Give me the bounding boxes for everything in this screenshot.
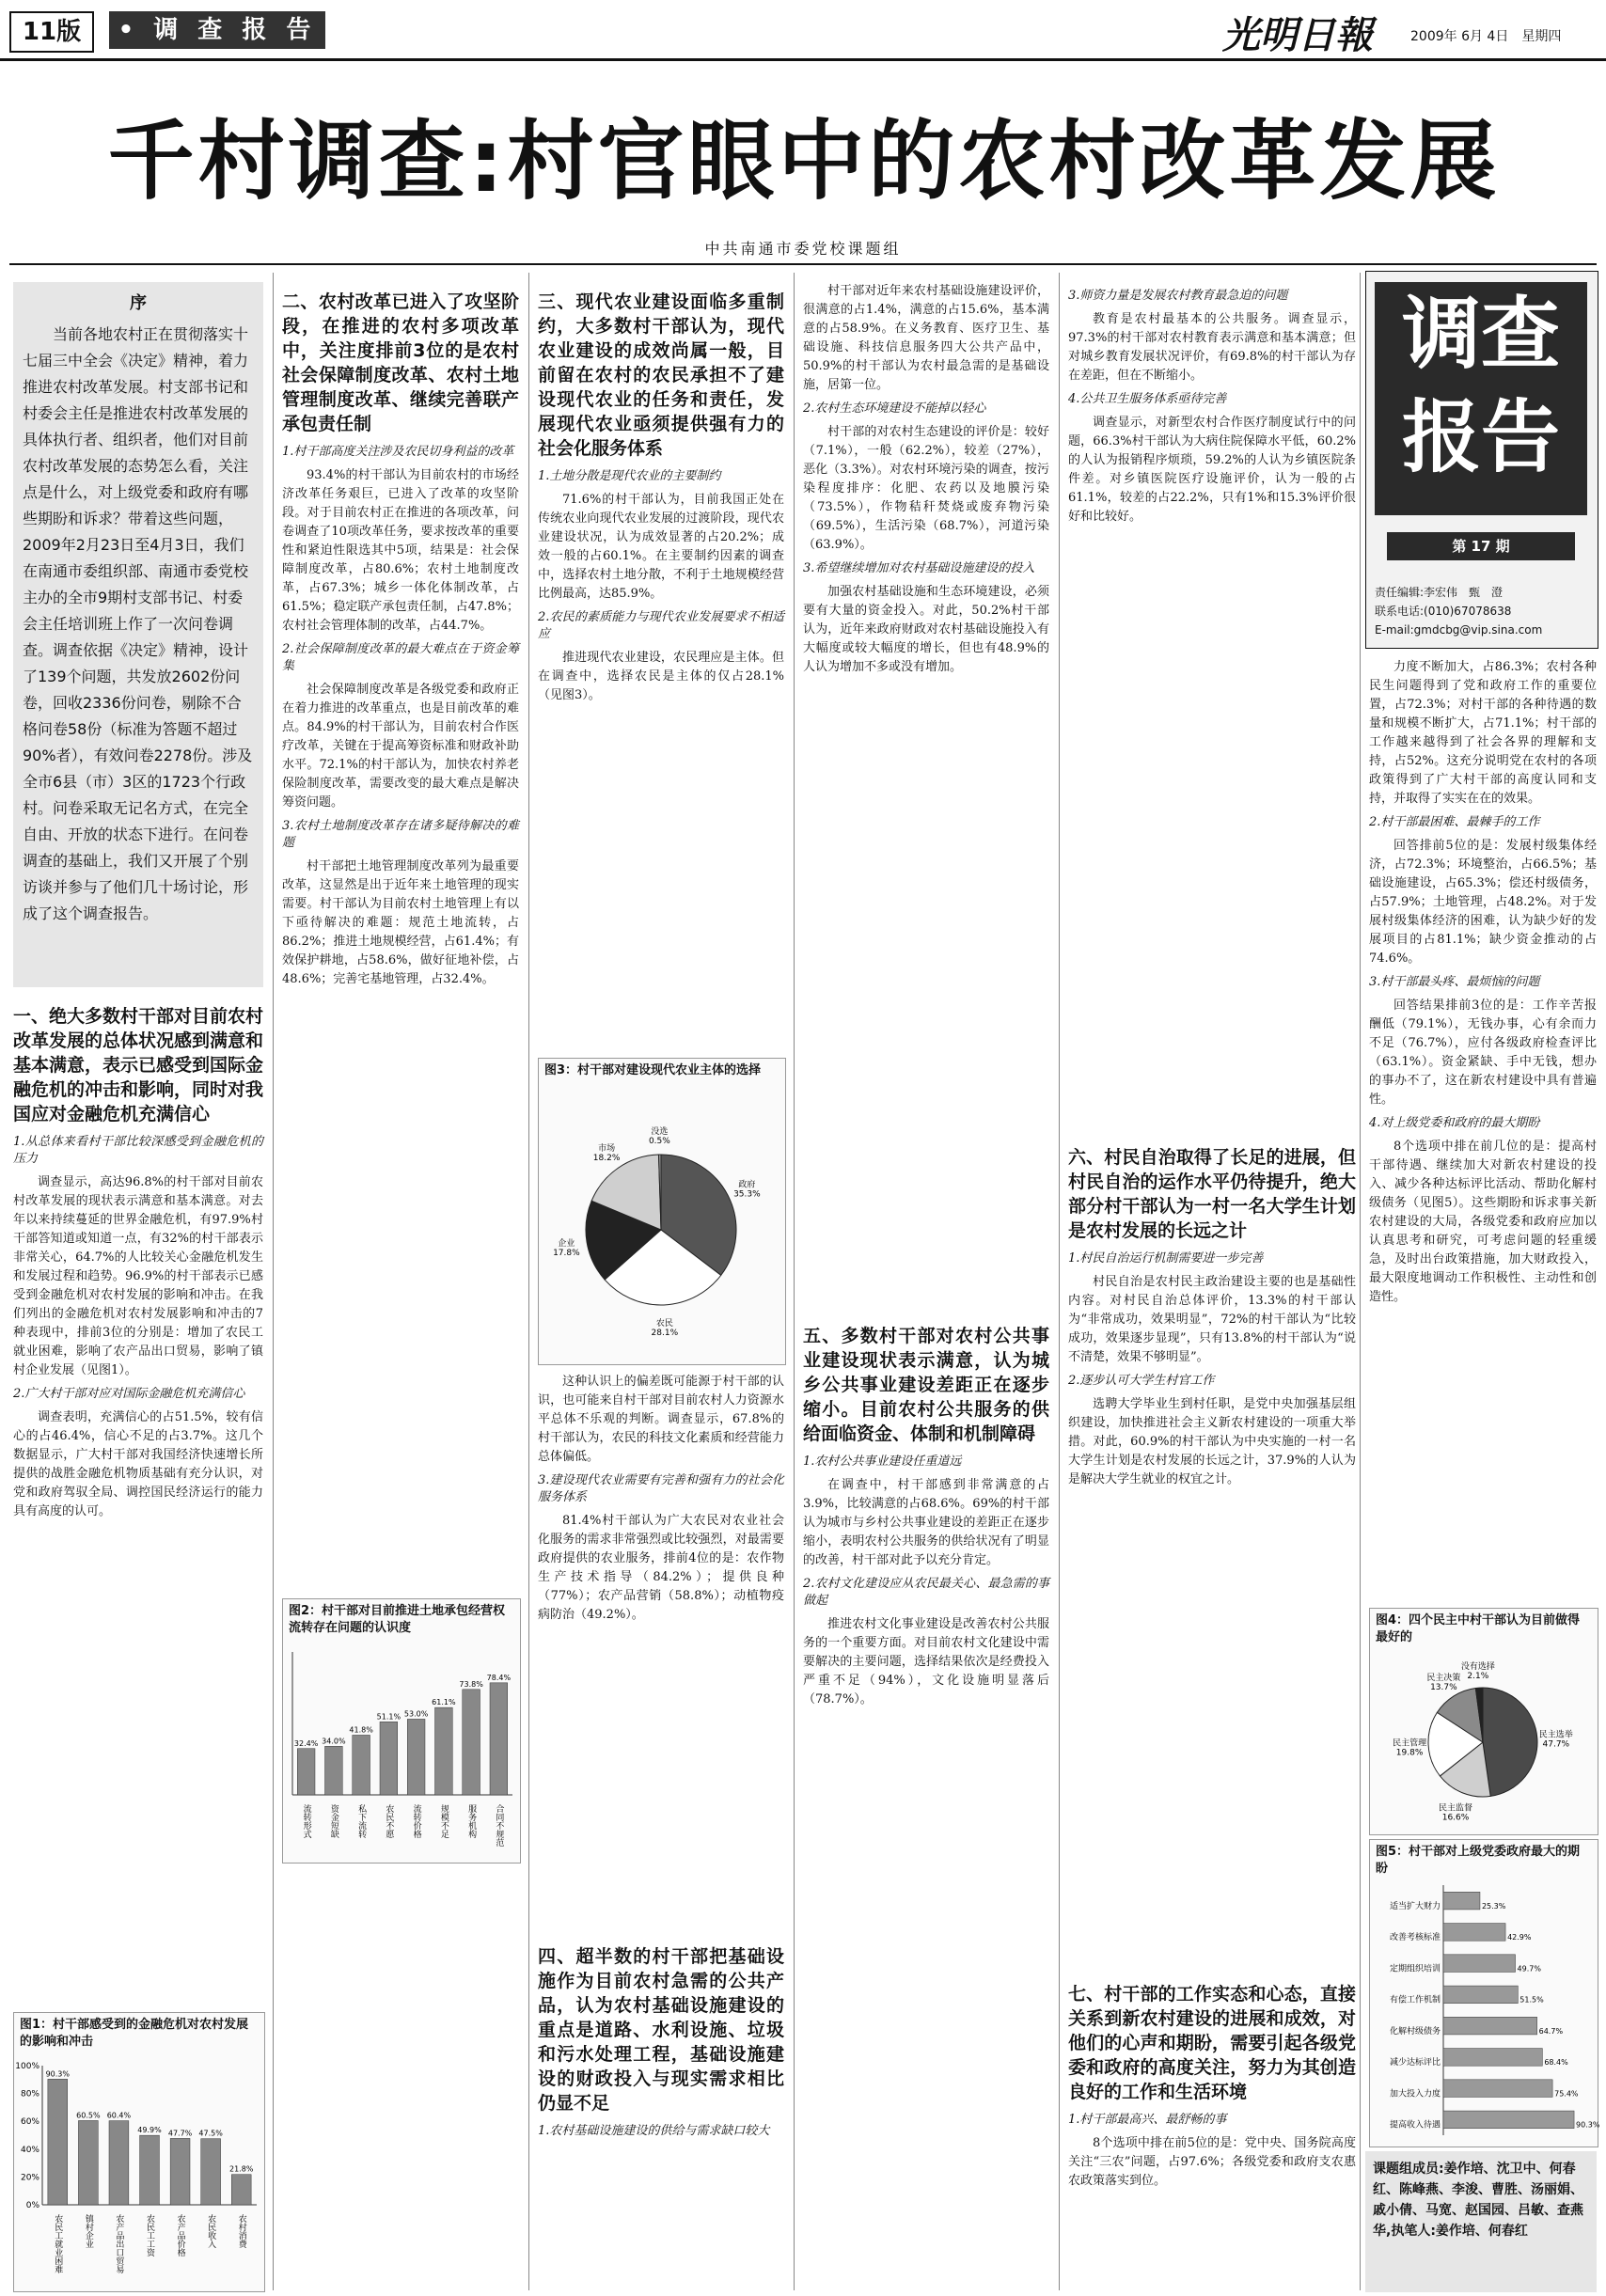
bar [435,1707,453,1795]
y-tick-label: 改善考核标准 [1389,1933,1441,1943]
section-7-sub4: 4.对上级党委和政府的最大期盼 [1369,1116,1540,1130]
report-title-logo: 调查报告 [1375,282,1587,515]
section-7-title: 七、村干部的工作实态和心态，直接关系到新农村建设的进展和成效，对他们的心声和期盼，需要引起各级党委和政府的高度关注，努力为其创造良好的工作和生活环境 [1068,1984,1356,2102]
bar-value-label: 64.7% [1538,2026,1564,2036]
preface-box [13,282,263,987]
section-7-sub3: 3.村干部最头疼、最烦恼的问题 [1369,975,1540,989]
paragraph: 调查表明，充满信心的占51.5%，较有信心的占46.4%，信心不足的占3.7%。这几个数据显示，广大村干部对我国经济快速增长所提供的战胜金融危机物质基础有充分认识，对党和政府驾驭全局、调控国民经济运行的能力具有高度的认可。 [13,1410,263,1518]
bar-value-label: 47.5% [198,2129,223,2138]
section-5-sub4: 4.公共卫生服务体系亟待完善 [1068,392,1227,406]
masthead-logo: 光明日報 [1222,13,1373,57]
pie-label: 民主选举 [1538,1730,1573,1740]
paragraph: 回答排前5位的是：发展村级集体经济，占72.3%；环境整治，占66.5%；基础设施建设，占65.3%；偿还村级债务，占57.9%；土地管理，占48.2%。对于发展村级集体经济的困难，认为缺少好的发展项目的占81.1%；缺少资金推动的占74.6%。 [1369,839,1597,966]
section-6-title: 六、村民自治取得了长足的进展，但村民自治的运作水平仍待提升，绝大部分村干部认为一村一名大学生计划是农村发展的长远之计 [1068,1147,1356,1241]
bar-value-label: 68.4% [1544,2058,1568,2068]
figure-4-chart [1370,1648,1596,1832]
pie-label: 农民 [655,1318,673,1329]
pie-value-label: 47.7% [1542,1739,1570,1750]
paragraph: 调查显示，高达96.8%的村干部对目前农村改革发展的现状表示满意和基本满意。对去年以来持续蔓延的世界金融危机，有97.9%村干部答知道或知道一点，有32%的村干部表示非常关心，64.7%的人比较关心金融危机发生和发展过程和趋势。96.9%的村干部表示已感受到金融危机对农村发展的影响和冲击。在我们列出的金融危机对农村发展影响和冲击的7种表现中，排前3位的分别是：增加了农民工就业困难，影响了农产品出口贸易，影响了镇村企业发展（见图1）。 [13,1175,263,1377]
bar-value-label: 41.8% [349,1725,373,1735]
bar [140,2135,160,2205]
section-2-sub1: 1.村干部高度关注涉及农民切身利益的改革 [282,445,514,459]
paragraph: 加强农村基础设施和生态环境建设，必须要有大量的资金投入。对此，50.2%村干部认为，近年来政府财政对农村基础设施投入有大幅度或较大幅度的增长，但也有48.9%的人认为增加不多或没有增加。 [803,585,1049,674]
bar-value-label: 61.1% [432,1698,456,1707]
figure-2 [282,1598,521,1864]
bar-value-label: 25.3% [1481,1901,1506,1911]
pie-label: 市场 [598,1144,616,1155]
figure-4 [1369,1608,1598,1835]
y-tick-label: 提高收入待遇 [1389,2120,1441,2131]
bar [170,2138,190,2205]
section-3-sub3: 3.建设现代农业需要有完善和强有力的社会化服务体系 [538,1473,784,1504]
pie-label: 民主监督 [1439,1803,1473,1814]
figure-5-caption: 图5：村干部对上级党委政府最大的期盼 [1376,1845,1581,1876]
figure-5 [1369,1839,1598,2147]
pie-value-label: 19.8% [1395,1748,1424,1758]
bar-value-label: 51.5% [1519,1995,1544,2005]
x-tick-label: 规模不足 [438,1804,449,1838]
column-rule [1059,273,1060,2290]
pie-label: 民主决策 [1426,1674,1461,1684]
section-5-sub3: 3.师资力量是发展农村教育最急迫的问题 [1068,289,1288,303]
column-rule [273,273,274,2290]
y-tick-label: 60% [20,2117,39,2128]
bar-value-label: 42.9% [1507,1933,1532,1942]
bar [109,2121,129,2205]
column-3-bottom [538,1937,784,2290]
pie-value-label: 17.8% [553,1248,580,1258]
figure-5-chart [1370,1879,1600,2145]
x-tick-label: 农民工工资 [145,2214,154,2257]
paragraph: 调查显示，对新型农村合作医疗制度试行中的问题，66.3%村干部认为大病住院保障水平低，60.2%的人认为报销程序烦琐，59.2%的人认为乡镇医院条件差。对乡镇医院医疗设施评价，认为一般的占61.1%，较差的占22.2%，只有1%和15.3%评价很好和比较好。 [1068,416,1356,524]
section-1-sub1: 1.从总体来看村干部比较深感受到金融危机的压力 [13,1135,263,1166]
bar-value-label: 34.0% [322,1737,346,1746]
bar-value-label: 32.4% [293,1738,319,1748]
x-tick-label: 农村消费 [236,2214,246,2248]
preface-text: 当前各地农村正在贯彻落实十七届三中全会《决定》精神，着力推进农村改革发展。村支部书记和村委会主任是推进农村改革发展的具体执行者、组织者，他们对目前农村改革发展的态势怎么看，关注点是什么，对上级党委和政府有哪些期盼和诉求？带着这些问题，2009年2月23日至4月3日，我们在南通市委组织部、南通市委党校主办的全市9期村支部书记、村委会主任培训班上作了一次问卷调查。调查依据《决定》精神，设计了139个问题，共发放2602份问卷，回收2336份问卷，剔除不合格问卷58份（标准为答题不超过90%者），有效问卷2278份。涉及全市6县（市）3区的1723个行政村。问卷采取无记名方式，在完全自由、开放的状态下进行。在问卷调查的基础上，我们又开展了个别访谈并参与了他们几十场讨论，形成了这个调查报告。 [23,325,253,922]
x-tick-label: 私下流转 [356,1804,367,1838]
paragraph: 村干部对近年来农村基础设施建设评价，很满意的占1.4%，满意的占15.6%，基本满意的占58.9%。在义务教育、医疗卫生、基础设施、科技信息服务四大公共产品中，50.9%的村干部认为农村最急需的是基础设施，居第一位。 [803,284,1049,392]
figure-3-caption: 图3：村干部对建设现代农业主体的选择 [544,1063,762,1077]
paragraph: 71.6%的村干部认为，目前我国正处在传统农业向现代农业发展的过渡阶段，现代农业建设状况，认为成效显著的占20.2%；成效一般的占60.1%。在主要制约因素的调查中，选择农村土地分散，不利于土地规模经营比例最高，达85.9%。 [538,493,784,601]
pie-label: 企业 [558,1238,575,1249]
page-number: 11版 [9,11,94,53]
pie-label: 没选 [651,1127,669,1138]
bar [1443,1892,1480,1910]
paragraph: 回答结果排前3位的是：工作辛苦报酬低（79.1%），无钱办事，心有余而力不足（76.7%），应付各级政府检查评比（63.1%）。资金紧缺、手中无钱，想办的事办不了，这在新农村建设中具有普遍性。 [1369,999,1597,1107]
issue-date: 2009年 6月 4日 星期四 [1410,29,1562,44]
paragraph: 村民自治是农村民主政治建设主要的也是基础性内容。对村民自治总体评价，13.3%的村干部认为“非常成功，效果明显”，72%的村干部认为“比较成功，效果逐步显现”，只有13.8%的村干部认为“说不清楚，效果不够明显”。 [1068,1275,1356,1364]
column-4 [803,282,1049,1297]
y-tick-label: 定期组织培训 [1389,1964,1441,1974]
section-4-sub1: 1.农村基础设施建设的供给与需求缺口较大 [538,2124,770,2138]
column-1 [13,997,263,2007]
section-6-sub2: 2.逐步认可大学生村官工作 [1068,1374,1215,1388]
column-3-lower [538,1373,784,1918]
bar-value-label: 47.7% [167,2129,193,2138]
bar [490,1683,508,1795]
bar-value-label: 78.4% [486,1673,512,1682]
paragraph: 推进农村文化事业建设是改善农村公共服务的一个重要方面。对目前农村文化建设中需要解决的主要问题，选择结果依次是经费投入严重不足（94%），文化设施明显落后（78.7%）。 [803,1617,1049,1706]
pie-value-label: 18.2% [592,1154,621,1164]
bar [201,2139,221,2205]
section-5-sub1: 1.农村公共事业建设任重道远 [803,1455,962,1469]
figure-3-chart [539,1098,783,1361]
pie-value-label: 13.7% [1430,1683,1457,1693]
paragraph: 推进现代农业建设，农民理应是主体。但在调查中，选择农民是主体的仅占28.1%（见图3）。 [538,651,784,702]
pie-value-label: 0.5% [648,1137,670,1147]
section-4-sub3: 3.希望继续增加对农村基础设施建设的投入 [803,561,1035,575]
divider [9,263,1597,265]
x-tick-label: 农民收入 [206,2214,216,2248]
y-tick-label: 化解村级债务 [1389,2026,1441,2037]
bar [231,2175,251,2205]
figure-2-chart [283,1639,518,1861]
bar [1443,1924,1505,1942]
bar-value-label: 21.8% [229,2164,254,2174]
column-5 [1068,282,1356,1128]
section-5-sub2: 2.农村文化建设应从农民最关心、最急需的事做起 [803,1577,1049,1608]
column-3 [538,282,784,1053]
editor-info [1375,583,1591,639]
bar [1443,2080,1552,2098]
figure-4-caption: 图4：四个民主中村干部认为目前做得最好的 [1376,1613,1581,1644]
bar-value-label: 49.7% [1517,1964,1541,1974]
bar-value-label: 60.4% [106,2111,132,2120]
y-tick-label: 有偿工作机制 [1389,1995,1441,2005]
section-2-sub2: 2.社会保障制度改革的最大难点在于资金筹集 [282,642,519,673]
paragraph: 村干部把土地管理制度改革列为最重要改革，这显然是出于近年来土地管理的现实需要。村干部认为目前农村土地管理上有以下亟待解决的难题：规范土地流转，占86.2%；推进土地规模经营，占61.4%；有效保护耕地，占58.6%，做好征地补偿，占48.6%；完善宅基地管理，占32.4%。 [282,859,519,986]
y-tick-label: 减少达标评比 [1389,2058,1441,2068]
paragraph: 村干部的对农村生态建设的评价是：较好（7.1%），一般（62.2%），较差（27%），恶化（3.3%）。对农村环境污染的调查，按污染程度排序：化肥、农药以及地膜污染（73.5%），作物秸秆焚烧或废弃物污染（69.5%），生活污染（68.7%），河道污染（63.9%）。 [803,425,1049,552]
section-2-title: 二、农村改革已进入了攻坚阶段，在推进的农村多项改革中，关注度排前3位的是农村社会保障制度改革、农村土地管理制度改革、继续完善联产承包责任制 [282,291,519,434]
bar-value-label: 90.3% [1576,2120,1600,2130]
article-byline: 中共南通市委党校课题组 [704,240,902,258]
figure-3 [538,1058,786,1365]
bar [1443,2017,1537,2035]
y-tick-label: 80% [20,2089,39,2099]
y-tick-label: 40% [20,2145,39,2155]
bar-value-label: 53.0% [403,1709,429,1719]
bar [463,1690,480,1795]
paragraph: 81.4%村干部认为广大农民对农业社会化服务的需求非常强烈或比较强烈，对最需要政府提供的农业服务，排前4位的是：农作物生产技术指导（84.2%）；提供良种（77%）；农产品营销（58.8%）；动植物疫病防治（49.2%）。 [538,1514,784,1622]
bar [1443,1955,1516,1973]
column-5-mid [1068,1138,1356,1965]
editor-email: E-mail:gmdcbg@vip.sina.com [1375,623,1543,637]
bar-value-label: 49.9% [137,2126,162,2135]
paragraph: 8个选项中排在前5位的是：党中央、国务院高度关注“三农”问题，占97.6%；各级党委和政府支农惠农政策落实到位。 [1068,2136,1356,2188]
figure-2-caption: 图2：村干部对目前推进土地承包经营权流转存在问题的认识度 [289,1604,506,1635]
x-tick-label: 农民不愿 [384,1804,394,1838]
paragraph: 教育是农村最基本的公共服务。调查显示，97.3%的村干部对农村教育表示满意和基本满意；但对城乡教育发展状况评价，有69.8%的村干部认为存在差距，但在不断缩小。 [1068,312,1356,383]
y-tick-label: 0% [25,2201,39,2210]
y-tick-label: 加大投入力度 [1389,2089,1441,2099]
column-rule [528,273,529,2290]
section-7-sub2: 2.村干部最困难、最棘手的工作 [1369,815,1540,829]
x-tick-label: 服务机构 [466,1804,477,1838]
editor-name: 责任编辑:李宏伟 甄 澄 [1375,586,1504,599]
bar [1443,1986,1518,2004]
preface-title: 序 [130,293,147,313]
bar [1443,2111,1574,2129]
paragraph: 这种认识上的偏差既可能源于村干部的认识，也可能来自村干部对目前农村人力资源水平总体不乐观的判断。调查显示，67.8%的村干部认为，农民的科技文化素质和经营能力总体偏低。 [538,1375,784,1464]
paragraph: 93.4%的村干部认为目前农村的市场经济改革任务艰巨，已进入了改革的攻坚阶段。对于目前农村正在推进的各项改革，问卷调查了10项改革任务，要求按改革的重要性和紧迫性限选其中5项，结果是：社会保障制度改革，占80.6%；农村土地制度改革，占67.3%；城乡一体化体制改革，占61.5%；稳定联产承包责任制，占47.8%；农村社会管理体制的改革，占44.7%。 [282,468,519,633]
research-credits: 课题组成员:姜作培、沈卫中、何春红、陈峰燕、李浚、曹胜、汤丽娟、戚小倩、马宽、赵国园、吕敏、查燕华,执笔人:姜作培、何春红 [1365,2151,1597,2292]
bar [78,2120,98,2205]
bar-value-label: 90.3% [45,2069,70,2079]
section-7-sub1: 1.村干部最高兴、最舒畅的事 [1068,2113,1227,2127]
figure-1 [13,2012,265,2292]
bar [353,1735,370,1795]
section-1-sub2: 2.广大村干部对应对国际金融危机充满信心 [13,1387,245,1401]
section-3-sub1: 1.土地分散是现代农业的主要制约 [538,469,721,483]
column-4-lower [803,1316,1049,2290]
x-tick-label: 农产品价格 [175,2214,185,2257]
pie-value-label: 16.6% [1441,1813,1470,1823]
pie-label: 没有选择 [1460,1662,1495,1673]
paragraph: 选聘大学毕业生到村任职，是党中央加强基层组织建设，加快推进社会主义新农村建设的一项重大举措。对此，60.9%的村干部认为中央实施的一村一名大学生计划是农村发展的长远之计，37.9%的人认为是解决大学生就业的权宜之计。 [1068,1397,1356,1486]
column-rule [794,273,795,2290]
y-tick-label: 适当扩大财力 [1389,1901,1441,1911]
section-2-sub3: 3.农村土地制度改革存在诸多疑待解决的难题 [282,819,519,850]
editor-phone: 联系电话:(010)67078638 [1375,605,1512,618]
x-tick-label: 合同不规范 [494,1804,504,1847]
pie-value-label: 35.3% [733,1189,761,1200]
bar [407,1719,425,1795]
pie-value-label: 28.1% [651,1328,679,1338]
pie-label: 民主管理 [1393,1738,1427,1749]
y-tick-label: 100% [15,2062,39,2071]
article-headline: 千村调查:村官眼中的农村改革发展 [107,111,1501,212]
paragraph: 8个选项中排在前几位的是：提高村干部待遇、继续加大对新农村建设的投入、减少各种达标评比活动、帮助化解村级债务（见图5）。这些期盼和诉求事关新农村建设的大局，各级党委和政府应加以认真思考和研究，可考虑问题的轻重缓急，及时出台政策措施，加大财政投入，最大限度地调动工作积极性、主动性和创造性。 [1369,1140,1597,1304]
bar-value-label: 73.8% [459,1679,483,1689]
section-4-sub2: 2.农村生态环境建设不能掉以轻心 [803,401,986,416]
y-tick-label: 20% [20,2173,39,2183]
bar-value-label: 75.4% [1554,2089,1579,2099]
issue-number: 第 17 期 [1387,532,1575,560]
x-tick-label: 镇村企业 [83,2214,93,2248]
column-rule [1360,273,1361,2290]
section-3-sub2: 2.农民的素质能力与现代农业发展要求不相适应 [538,610,784,641]
x-tick-label: 资金短缺 [328,1804,339,1838]
paragraph: 社会保障制度改革是各级党委和政府正在着力推进的改革重点，也是目前改革的难点。84.9%的村干部认为，目前农村合作医疗改革，关键在于提高筹资标准和财政补助水平。72.1%的村干部认为，加快农村养老保险制度改革，需要改变的最大难点是解决筹资问题。 [282,683,519,810]
bar [297,1749,315,1795]
x-tick-label: 流转价格 [411,1804,421,1838]
x-tick-label: 农产品出口贸易 [114,2214,124,2273]
column-5-bottom [1068,1974,1356,2290]
x-tick-label: 流转形式 [301,1804,311,1838]
section-1-title: 一、绝大多数村干部对目前农村改革发展的总体状况感到满意和基本满意，表示已感受到国际金融危机的冲击和影响，同时对我国应对金融危机充满信心 [13,1006,264,1124]
column-2 [282,282,519,1598]
section-6-sub1: 1.村民自治运行机制需要进一步完善 [1068,1251,1264,1266]
pie-value-label: 2.1% [1467,1672,1489,1682]
section-3-title: 三、现代农业建设面临多重制约，大多数村干部认为，现代农业建设的成效尚属一般，目前留在农村的农民承担不了建设现代农业的任务和责任，发展现代农业亟须提供强有力的社会化服务体系 [538,291,784,459]
bar [325,1746,343,1795]
bar [48,2079,68,2205]
section-4-title: 四、超半数的村干部把基础设施作为目前农村急需的公共产品，认为农村基础设施建设的重点是道路、水利设施、垃圾和污水处理工程，基础设施建设的财政投入与现实需求相比仍显不足 [538,1946,784,2114]
figure-1-caption: 图1：村干部感受到的金融危机对农村发展的影响和冲击 [20,2018,249,2049]
bar-value-label: 51.1% [376,1712,402,1722]
bar-value-label: 60.5% [76,2111,101,2120]
bar [1443,2049,1542,2067]
figure-1-chart [14,2052,262,2289]
pie-label: 政府 [738,1180,756,1190]
paragraph: 力度不断加大，占86.3%；农村各种民生问题得到了党和政府工作的重要位置，占72.3%；对村干部的各种待遇的数量和规模不断扩大，占71.1%；村干部的工作越来越得到了社会各界的理解和支持，占52%。这充分说明党在农村的各项政策得到了广大村干部的高度认同和支持，并取得了实实在在的效果。 [1369,660,1597,806]
section-5-title: 五、多数村干部对农村公共事业建设现状表示满意，认为城乡公共事业建设差距正在逐步缩小。目前农村公共服务的供给面临资金、体制和机制障碍 [803,1326,1049,1444]
pie-slice [1483,1688,1537,1796]
section-label: • 调 查 报 告 • [109,11,325,49]
bar [380,1722,398,1795]
x-tick-label: 农民工就业困难 [53,2214,63,2273]
paragraph: 在调查中，村干部感到非常满意的占3.9%，比较满意的占68.6%。69%的村干部认为城市与乡村公共事业建设的差距正在逐步缩小，表明农村公共服务的供给状况有了明显的改善，村干部对此予以充分肯定。 [803,1478,1049,1567]
